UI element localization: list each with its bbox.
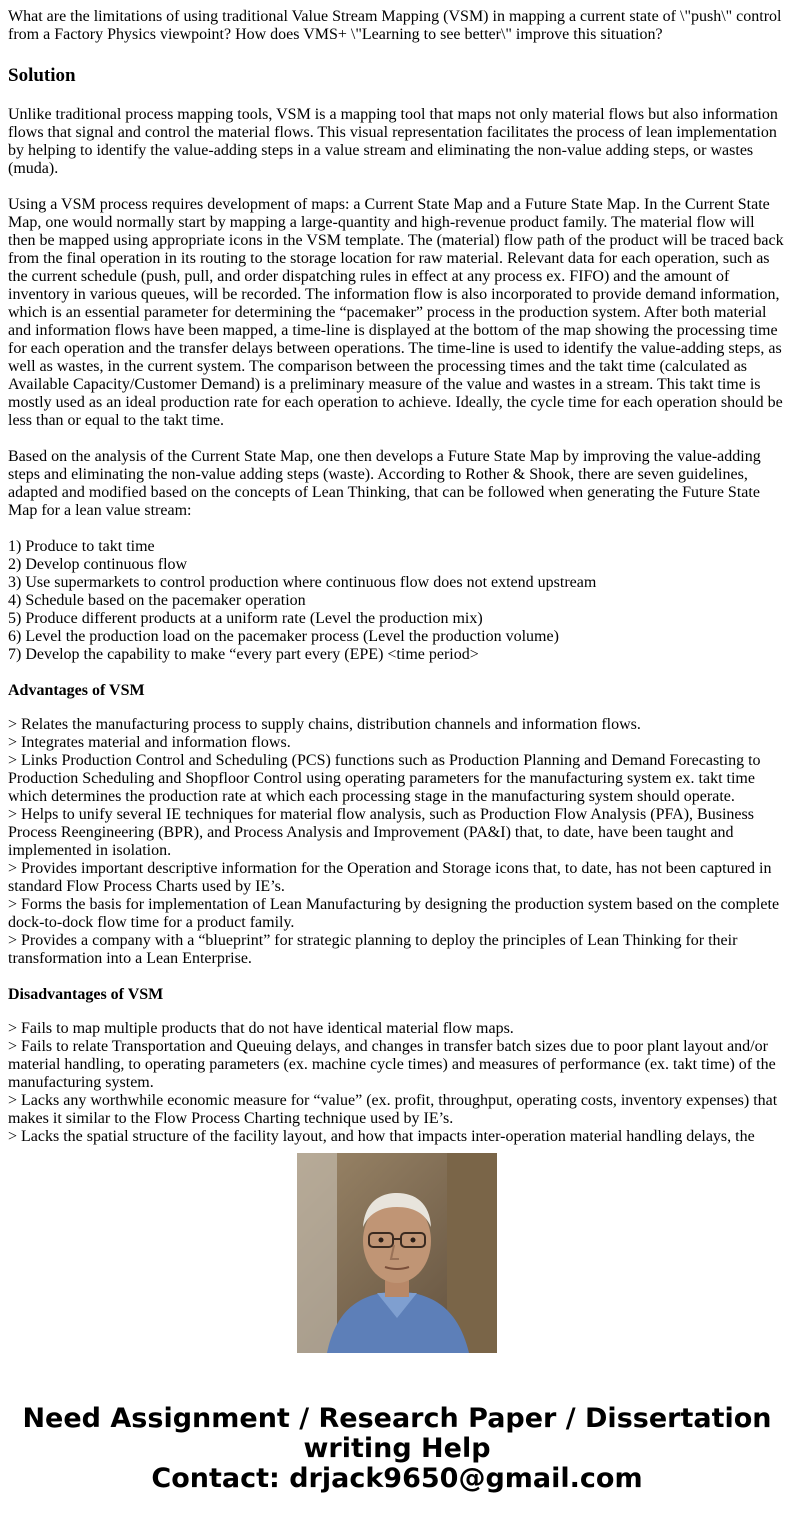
disadvantages-heading: Disadvantages of VSM: [8, 986, 164, 1003]
banner-line-1: Need Assignment / Research Paper / Dissertation: [22, 1403, 772, 1434]
list-item: 3) Use supermarkets to control production where continuous flow does not extend upstream: [8, 574, 597, 591]
advantages-list: [8, 716, 786, 968]
list-item: 7) Develop the capability to make “every part every (EPE) <time period>: [8, 646, 479, 663]
guidelines-list: [8, 538, 786, 664]
question-text: What are the limitations of using traditional Value Stream Mapping (VSM) in mapping a current state of \"push\" control from a Factory Physics viewpoint? How does VMS+ \"Learning to see better\" improve this situation?: [8, 8, 782, 43]
list-item: > Provides important descriptive information for the Operation and Storage icons that, to date, has not been captured in standard Flow Process Charts used by IE’s.: [8, 860, 772, 895]
list-item: 4) Schedule based on the pacemaker operation: [8, 592, 306, 609]
list-item: > Relates the manufacturing process to supply chains, distribution channels and information flows.: [8, 716, 641, 733]
list-item: 6) Level the production load on the pacemaker process (Level the production volume): [8, 628, 559, 645]
paragraph-intro: Unlike traditional process mapping tools, VSM is a mapping tool that maps not only material flows but also information flows that signal and control the material flows. This visual representation facilitates the process of lean implementation by helping to identify the value-adding steps in a value stream and eliminating the non-value adding steps, or wastes (muda).: [8, 106, 778, 177]
list-item: 5) Produce different products at a uniform rate (Level the production mix): [8, 610, 483, 627]
portrait-image: [297, 1153, 497, 1353]
list-item: 2) Develop continuous flow: [8, 556, 188, 573]
disadvantages-list: [8, 1020, 786, 1146]
banner-line-2: writing Help: [303, 1433, 491, 1464]
list-item: 1) Produce to takt time: [8, 538, 155, 555]
list-item: > Provides a company with a “blueprint” for strategic planning to deploy the principles of Lean Thinking for their transformation into a Lean Enterprise.: [8, 932, 738, 967]
list-item: > Fails to relate Transportation and Queuing delays, and changes in transfer batch sizes due to poor plant layout and/or material handling, to operating parameters (ex. machine cycle times) and measures of performance (ex. takt time) of the manufacturing system.: [8, 1038, 776, 1091]
paragraph-current-state: Using a VSM process requires development of maps: a Current State Map and a Future State Map. In the Current State Map, one would normally start by mapping a large-quantity and high-revenue product family. The material flow will then be mapped using appropriate icons in the VSM template. The (material) flow path of the product will be traced back from the final operation in its routing to the storage location for raw material. Relevant data for each operation, such as the current schedule (push, pull, and order dispatching rules in effect at any process ex. FIFO) and the amount of inventory in various queues, will be recorded. The information flow is also incorporated to provide demand information, which is an essential parameter for determining the “pacemaker” process in the production system. After both material and information flows have been mapped, a time-line is displayed at the bottom of the map showing the processing time for each operation and the transfer delays between operations. The time-line is used to identify the value-adding steps, as well as wastes, in the current system. The comparison between the processing times and the takt time (calculated as Available Capacity/Customer Demand) is a preliminary measure of the value and wastes in a stream. This takt time is mostly used as an ideal production rate for each operation to achieve. Ideally, the cycle time for each operation should be less than or equal to the takt time.: [8, 196, 784, 429]
advantages-heading: Advantages of VSM: [8, 682, 145, 699]
contact-banner: [0, 1404, 794, 1494]
avatar: [297, 1153, 497, 1353]
list-item: > Helps to unify several IE techniques for material flow analysis, such as Production Flow Analysis (PFA), Business Process Reengineering (BPR), and Process Analysis and Improvement (PA&I) that, to date, have been taught and implemented in isolation.: [8, 806, 754, 859]
list-item: > Lacks any worthwhile economic measure for “value” (ex. profit, throughput, operating costs, inventory expenses) that makes it similar to the Flow Process Charting technique used by IE’s.: [8, 1092, 778, 1127]
list-item: > Integrates material and information flows.: [8, 734, 291, 751]
list-item: > Links Production Control and Scheduling (PCS) functions such as Production Planning and Demand Forecasting to Production Scheduling and Shopfloor Control using operating parameters for the manufacturing system ex. takt time which determines the production rate at which each processing stage in the manufacturing system should operate.: [8, 752, 761, 805]
list-item: > Fails to map multiple products that do not have identical material flow maps.: [8, 1020, 514, 1037]
article-content: [8, 8, 786, 1145]
paragraph-future-state: Based on the analysis of the Current State Map, one then develops a Future State Map by improving the value-adding steps and eliminating the non-value adding steps (waste). According to Rother & Shook, there are seven guidelines, adapted and modified based on the concepts of Lean Thinking, that can be followed when generating the Future State Map for a lean value stream:: [8, 448, 761, 519]
list-item: > Lacks the spatial structure of the facility layout, and how that impacts inter-operation material handling delays, the: [8, 1128, 755, 1145]
contact-email: Contact: drjack9650@gmail.com: [151, 1463, 643, 1494]
solution-heading: Solution: [8, 65, 76, 86]
list-item: > Forms the basis for implementation of Lean Manufacturing by designing the production system based on the complete dock-to-dock flow time for a product family.: [8, 896, 780, 931]
